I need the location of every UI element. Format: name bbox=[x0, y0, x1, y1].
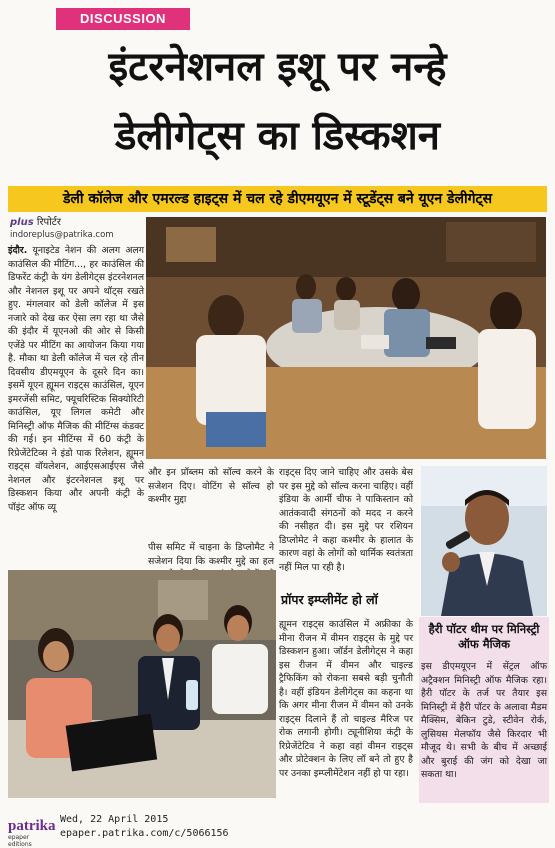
sidebar-box-text: इस डीएमयूएन में सेंट्रल ऑफ अट्रैक्शन मिनिस्ट्री ऑफ मैजिक रहा। हैरी पॉटर के तर्ज पर तैयार इस मिनिस्ट्री में हैरी पॉटर के अलावा मैडम मैक्सिम, बेकिन टुडे, स्टीवेन रोर्क, लुसियस मेलफॉय जैसे किरदार भी मौजूद थे। सभी के बीच में अच्छाई और बुराई की जंग को देखा जा सकता था। bbox=[421, 661, 547, 780]
article-column-2: और इन प्रॉब्लम को सॉल्व करने के सजेशन दिए। वोटिंग से सॉल्व हो कश्मीर मुद्दा bbox=[148, 467, 274, 505]
article-column-3: राइट्स दिए जाने चाहिए और उसके बेस पर इस मुद्दे को सॉल्व करना चाहिए। वहीं इंडिया के आर्मी चीफ ने पाकिस्तान को आतंकवादी संगठनों को मदद न करने की नसीहत दी। इस मुद्दे पर रशियन डिप्लोमेट ने कहा कश्मीर के हालात के कारण वहां के लोगों को धार्मिक स्वतंत्रता नहीं मिल पा रही है। bbox=[279, 467, 413, 573]
article-subheading: प्रॉपर इम्प्लीमेंट हो लॉ bbox=[281, 592, 378, 607]
byline-brand bbox=[10, 214, 142, 228]
section-tag: DISCUSSION bbox=[56, 8, 190, 30]
headline-line-2: डेलीगेट्स का डिस्कशन bbox=[115, 113, 440, 159]
subheadline: डेली कॉलेज और एमरल्ड हाइट्स में चल रहे डीएमयूएन में स्टूडेंट्स बने यूएन डेलीगेट्स bbox=[8, 186, 547, 212]
photo-student-group bbox=[8, 570, 276, 798]
logo-sub: epaper editions bbox=[8, 834, 32, 848]
article-column-2b: पीस समिट में चाइना के डिप्लोमैट ने सजेशन दिया कि कश्मीर मुद्दे का हल bbox=[148, 542, 274, 567]
article-column-3b bbox=[279, 618, 413, 780]
edition-date: Wed, 22 April 2015 bbox=[60, 814, 169, 825]
dateline: इंदौर. bbox=[8, 245, 28, 256]
photo-speaker bbox=[421, 466, 547, 616]
sidebar-box-heading: हैरी पॉटर थीम पर मिनिस्ट्री ऑफ मैजिक bbox=[428, 622, 540, 651]
logo-word: patrika bbox=[8, 818, 56, 834]
headline-line-1: इंटरनेशनल इशू पर नन्हे bbox=[108, 44, 447, 90]
byline-brand-mark: plus bbox=[10, 217, 34, 228]
patrika-logo bbox=[8, 818, 56, 848]
epaper-url[interactable]: epaper.patrika.com/c/5066156 bbox=[60, 828, 229, 839]
byline-email: indoreplus@patrika.com bbox=[10, 230, 114, 240]
article-column-3b-text: ह्यूमन राइट्स काउंसिल में अफ्रीका के मीना रीजन में वीमन राइट्स के मुद्दे पर डिस्कशन हुआ। जॉर्डन डेलीगेट्स ने कहा इस रीजन में वीमन और चाइल्ड ट्रैफिकिंग को रोकना सबसे बड़ी चुनौती है। वहीं इंडियन डेलीगेट्स का कहना था कि अगर मीना रीजन में वीमन को उनके राइट्स दिलाने हैं तो चाइल्ड मैरिज पर रोक लगानी होगी। ट्यूनीशिया कंट्री के रिप्रेजेंटेटिव ने कहा वहां वीमन राइट्स और प्रोटेक्शन के लिए लॉ बने तो हुए है पर उनका इम्प्लीमेंटेशन नहीं हो पा रहा। bbox=[279, 619, 413, 779]
article-column-1-text: यूनाइटेड नेशन की अलग अलग काउंसिल की मीटिंग..., हर काउंसिल की डिफरेंट कंट्री के यंग डेलीगेट्स इंटरनेशनल और नेशनल इशू पर अपने थॉट्स रखते हुए. मंगलवार को डेली कॉलेज में इस नजारे को देख कर ऐसा लग रहा था जैसे की इंदौर में यूएनओ की ओर से किसी एजेंडे पर मीटिंग का आयोजन किया गया है. मौका था डेली कॉलेज में चल रहे तीन दिवसीय डीएमयूएन के दूसरे दिन का। इसमें यूएन ह्यूमन राइट्स काउंसिल, यूएन इमरजेंसी समिट, फ्यूचरिस्टिक सिक्योरिटी काउंसिल, यूए लिगल कमेटी और मिनिस्ट्री ऑफ मैजिक की मीटिंग्स कंडक्ट की गई। इन मीटिंग्स में 60 कंट्री के रिप्रेजेंटेटिव्स ने इंडो पाक रिलेशन, ह्यूमन राइट्स वॉयलेशन, आईएसआईएस जैसे नेशनल और इंटरनेशनल इशू पर डिस्कशन किया और अपनी कंट्री के पॉइंट ऑफ व्यू bbox=[8, 245, 144, 513]
byline bbox=[10, 214, 142, 240]
article-column-1 bbox=[8, 244, 144, 514]
byline-reporter: रिपोर्टर bbox=[36, 217, 61, 228]
photo-delegates-meeting bbox=[146, 217, 546, 459]
